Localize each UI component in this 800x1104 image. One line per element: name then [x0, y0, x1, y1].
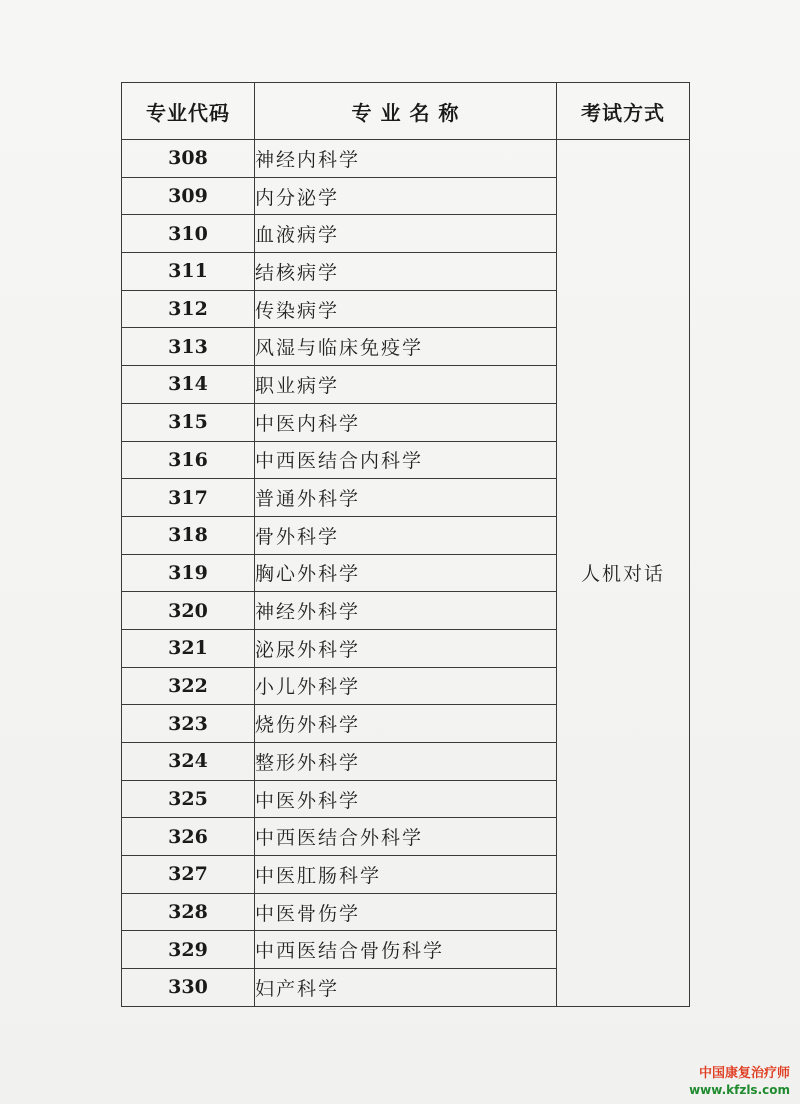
major-name-cell: 普通外科学: [255, 479, 557, 517]
major-code-cell: 315: [122, 403, 255, 441]
major-code-cell: 325: [122, 780, 255, 818]
major-code-cell: 311: [122, 253, 255, 291]
major-code-cell: 323: [122, 705, 255, 743]
major-code-cell: 313: [122, 328, 255, 366]
major-name-cell: 中医外科学: [255, 780, 557, 818]
major-code-cell: 308: [122, 140, 255, 178]
major-code-cell: 312: [122, 290, 255, 328]
major-code-cell: 309: [122, 177, 255, 215]
watermark-url: www.kfzls.com: [689, 1083, 790, 1097]
major-name-cell: 职业病学: [255, 366, 557, 404]
major-name-cell: 中医骨伤学: [255, 893, 557, 931]
major-code-cell: 321: [122, 629, 255, 667]
major-name-cell: 结核病学: [255, 253, 557, 291]
major-code-cell: 314: [122, 366, 255, 404]
major-code-cell: 329: [122, 931, 255, 969]
table-row: [122, 140, 690, 178]
major-name-cell: 胸心外科学: [255, 554, 557, 592]
major-name-cell: 妇产科学: [255, 969, 557, 1007]
major-name-cell: 烧伤外科学: [255, 705, 557, 743]
site-watermark: [689, 1066, 790, 1098]
watermark-site-name: 中国康复治疗师: [698, 1066, 790, 1081]
major-name-cell: 中西医结合骨伤科学: [255, 931, 557, 969]
major-code-cell: 326: [122, 818, 255, 856]
major-name-cell: 血液病学: [255, 215, 557, 253]
major-code-cell: 320: [122, 592, 255, 630]
major-code-cell: 330: [122, 969, 255, 1007]
major-code-cell: 318: [122, 516, 255, 554]
major-name-cell: 中医内科学: [255, 403, 557, 441]
major-name-cell: 传染病学: [255, 290, 557, 328]
major-code-cell: 324: [122, 743, 255, 781]
major-code-cell: 316: [122, 441, 255, 479]
major-name-cell: 神经内科学: [255, 140, 557, 178]
major-exam-table: [121, 82, 690, 1007]
major-code-cell: 317: [122, 479, 255, 517]
header-major-name: 专 业 名 称: [255, 83, 557, 140]
major-name-cell: 小儿外科学: [255, 667, 557, 705]
major-code-cell: 310: [122, 215, 255, 253]
major-name-cell: 中西医结合外科学: [255, 818, 557, 856]
major-name-cell: 泌尿外科学: [255, 629, 557, 667]
major-name-cell: 整形外科学: [255, 743, 557, 781]
major-name-cell: 中西医结合内科学: [255, 441, 557, 479]
header-major-code: 专业代码: [122, 83, 255, 140]
major-code-cell: 328: [122, 893, 255, 931]
table-header-row: [122, 83, 690, 140]
major-code-cell: 319: [122, 554, 255, 592]
major-code-cell: 322: [122, 667, 255, 705]
major-name-cell: 中医肛肠科学: [255, 856, 557, 894]
major-name-cell: 内分泌学: [255, 177, 557, 215]
header-exam-method: 考试方式: [557, 83, 690, 140]
major-name-cell: 风湿与临床免疫学: [255, 328, 557, 366]
major-code-cell: 327: [122, 856, 255, 894]
table-body: [122, 140, 690, 1007]
exam-method-cell: 人机对话: [557, 140, 690, 1007]
major-name-cell: 骨外科学: [255, 516, 557, 554]
major-name-cell: 神经外科学: [255, 592, 557, 630]
